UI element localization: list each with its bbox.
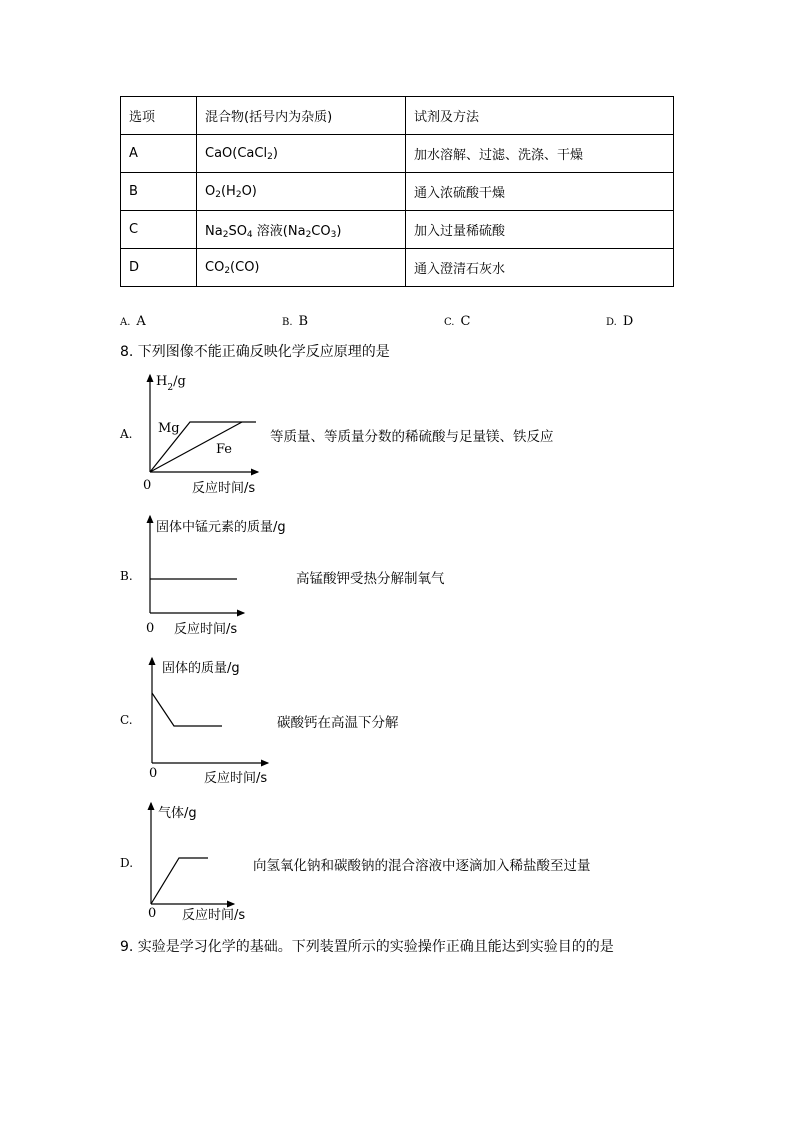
header-cell-method: 试剂及方法 (406, 97, 674, 135)
cell-method: 通入浓硫酸干燥 (406, 173, 674, 211)
q8-d-description: 向氢氧化钠和碳酸钠的混合溶液中逐滴加入稀盐酸至过量 (253, 858, 591, 874)
cell-mixture: $CO_2(CO)$ (197, 249, 406, 287)
cell-mixture: $Na_2SO_4$ 溶液$(Na_2CO_3)$ (197, 211, 406, 249)
x-axis-label: 反应时间/s (174, 622, 238, 637)
q9-stem: 9. 实验是学习化学的基础。下列装置所示的实验操作正确且能达到实验目的的是 (120, 939, 614, 955)
q8-b-label[interactable]: B. (120, 569, 133, 583)
q7-option-c[interactable]: C. C (444, 314, 471, 329)
q8-d-label[interactable]: D. (120, 856, 134, 870)
origin-label: 0 (148, 906, 157, 921)
cell-option: A (121, 135, 197, 173)
x-axis-label: 反应时间/s (182, 908, 246, 923)
header-cell-option: 选项 (121, 97, 197, 135)
q7-option-d[interactable]: D. D (606, 314, 634, 329)
x-axis-label: 反应时间/s (192, 481, 256, 496)
q7-option-b[interactable]: B. B (282, 314, 309, 329)
origin-label: 0 (146, 621, 155, 636)
q8-stem: 8. 下列图像不能正确反映化学反应原理的是 (120, 344, 390, 360)
y-axis-label: 固体的质量/g (162, 661, 240, 676)
q8-a-label[interactable]: A. (120, 427, 133, 441)
origin-label: 0 (143, 478, 152, 493)
cell-method: 加入过量稀硫酸 (406, 211, 674, 249)
cell-mixture: $O_2(H_2O)$ (197, 173, 406, 211)
cell-method: 通入澄清石灰水 (406, 249, 674, 287)
cell-option: C (121, 211, 197, 249)
cell-method: 加水溶解、过滤、洗涤、干燥 (406, 135, 674, 173)
gas-line (151, 858, 208, 904)
q7-option-a[interactable]: A. A (120, 314, 146, 329)
cell-option: D (121, 249, 197, 287)
q8-c-description: 碳酸钙在高温下分解 (277, 715, 399, 731)
origin-label: 0 (149, 766, 158, 781)
y-axis-label: 气体/g (158, 806, 197, 821)
series-label-mg: Mg (158, 421, 180, 436)
y-axis-label: $H_2/g$ (156, 374, 186, 393)
q8-a-description: 等质量、等质量分数的稀硫酸与足量镁、铁反应 (270, 429, 554, 445)
series-label-fe: Fe (216, 442, 233, 457)
q8-b-description: 高锰酸钾受热分解制氧气 (296, 571, 445, 587)
header-cell-mixture: 混合物(括号内为杂质) (197, 97, 406, 135)
x-axis-label: 反应时间/s (204, 771, 268, 786)
cell-mixture: CaO(CaCl$_2$) (197, 135, 406, 173)
y-axis-label: 固体中锰元素的质量/g (156, 520, 286, 535)
cell-option: B (121, 173, 197, 211)
q8-c-label[interactable]: C. (120, 713, 133, 727)
